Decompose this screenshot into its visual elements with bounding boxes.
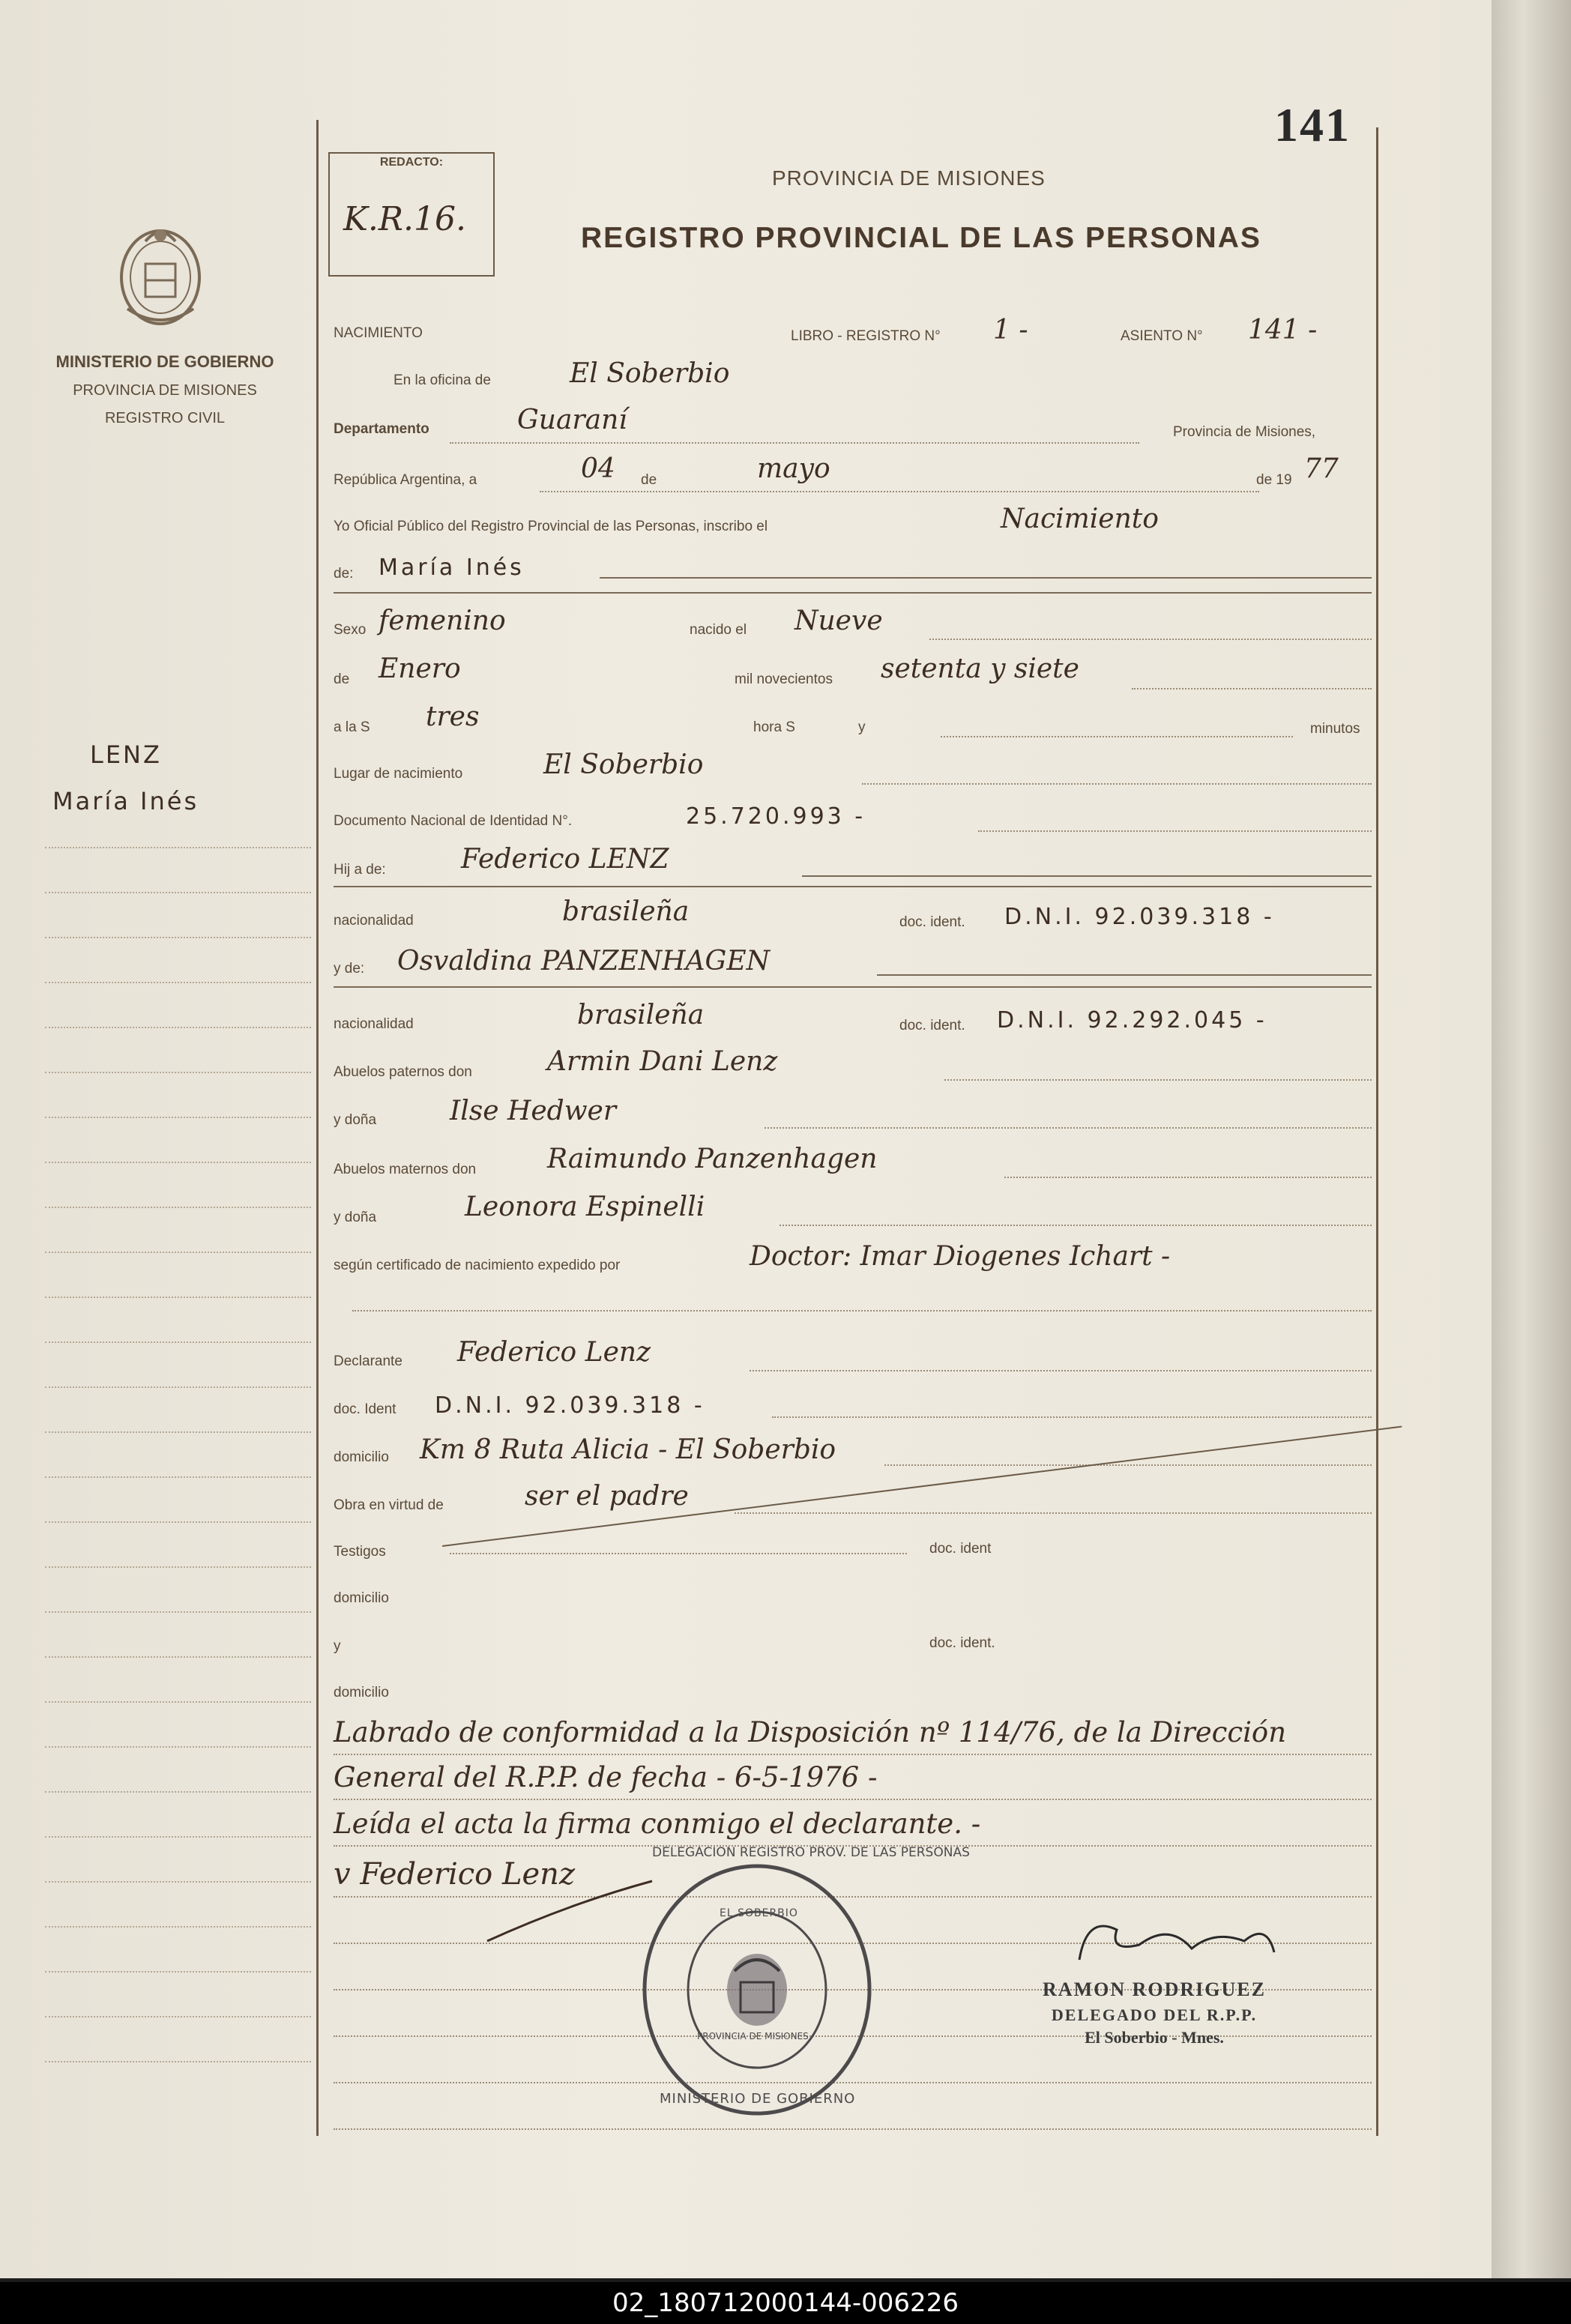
- domicilio-line: [884, 1464, 1372, 1466]
- dia-value: 04: [581, 453, 615, 484]
- abuelo-mat-line: [1004, 1177, 1372, 1178]
- sexo-value: femenino: [379, 606, 506, 636]
- nombre-line-2: [334, 592, 1372, 594]
- fecha-line: [540, 491, 1259, 492]
- sexo-label: Sexo: [334, 622, 367, 638]
- registry-heading: REGISTRO PROVINCIAL DE LAS PERSONAS: [581, 222, 1261, 254]
- abuelo-pat-line: [944, 1079, 1372, 1081]
- docident2-label: doc. ident.: [899, 1018, 965, 1033]
- province-heading: PROVINCIA DE MISIONES: [772, 166, 1046, 190]
- footer-bar: [0, 2282, 1571, 2324]
- departamento-value: Guaraní: [517, 405, 627, 435]
- horas-label: hora S: [753, 719, 795, 735]
- note-rule-1: [334, 1754, 1372, 1755]
- nac1-label: nacionalidad: [334, 913, 414, 929]
- seal-inner-text: EL SOBERBIO: [720, 1907, 798, 1919]
- note-line-2: General del R.P.P. de fecha - 6-5-1976 -: [334, 1761, 878, 1793]
- abuelo-mat-value: Raimundo Panzenhagen: [547, 1144, 878, 1174]
- provincial-crest-icon: [112, 219, 208, 330]
- certificado-line-2: [352, 1310, 1372, 1312]
- signature-flourish: [480, 1874, 660, 1949]
- oficina-label: En la oficina de: [393, 372, 491, 388]
- alas-label: a la S: [334, 719, 370, 735]
- dni-label: Documento Nacional de Identidad N°.: [334, 813, 573, 829]
- note-rule-9: [334, 2128, 1372, 2130]
- y2-label: y: [334, 1638, 341, 1654]
- nacido-value: Nueve: [794, 606, 883, 636]
- nac2-label: nacionalidad: [334, 1016, 414, 1032]
- nombre-line: [600, 577, 1372, 579]
- obra-value: ser el padre: [525, 1481, 689, 1512]
- madre-line: [877, 974, 1372, 976]
- left-rule: [316, 120, 319, 2136]
- anio-nac-line: [1132, 688, 1372, 689]
- certificado-value: Doctor: Imar Diogenes Ichart -: [750, 1241, 1171, 1272]
- nacido-line: [929, 639, 1372, 640]
- official-place: El Soberbio - Mnes.: [1085, 2028, 1224, 2047]
- dni-value: 25.720.993 -: [686, 803, 866, 830]
- dni-line: [978, 830, 1372, 832]
- obra-line: [735, 1512, 1372, 1514]
- declarante-line: [750, 1370, 1372, 1371]
- libro-label: LIBRO - REGISTRO N°: [791, 328, 941, 344]
- delegation-seal-icon: [637, 1859, 877, 2121]
- margin-given-name: María Inés: [52, 787, 199, 815]
- libro-value: 1 -: [993, 315, 1028, 345]
- margin-surname: LENZ: [90, 740, 162, 769]
- asiento-label: ASIENTO N°: [1121, 328, 1203, 344]
- ministry-province: PROVINCIA DE MISIONES: [73, 382, 257, 399]
- hora-value: tres: [426, 701, 480, 732]
- official-name: RAMON RODRIGUEZ: [1043, 1979, 1266, 2000]
- docident3-line: [772, 1416, 1372, 1418]
- nac1-value: brasileña: [562, 896, 690, 927]
- nombre-value: María Inés: [379, 555, 525, 581]
- right-rule: [1376, 127, 1378, 2136]
- minutos-label: minutos: [1310, 721, 1360, 737]
- anio-label: de 19: [1256, 472, 1292, 488]
- redacto-value: K.R.16.: [343, 200, 466, 238]
- de2-label: de: [334, 671, 350, 687]
- provincia-suffix: Provincia de Misiones,: [1173, 424, 1316, 440]
- abuela-pat-value: Ilse Hedwer: [450, 1096, 617, 1126]
- note-rule-2: [334, 1799, 1372, 1800]
- anio-value: 77: [1304, 453, 1339, 484]
- ydona2-label: y doña: [334, 1210, 377, 1225]
- abuelos-pat-label: Abuelos paternos don: [334, 1064, 472, 1080]
- ministry-civil-registry: REGISTRO CIVIL: [104, 410, 226, 426]
- mil-label: mil novecientos: [735, 671, 833, 687]
- abuelos-mat-label: Abuelos maternos don: [334, 1162, 477, 1177]
- declarante-value: Federico Lenz: [457, 1337, 651, 1368]
- ministry-block: [37, 352, 292, 427]
- testigos-label: Testigos: [334, 1544, 386, 1560]
- obra-label: Obra en virtud de: [334, 1497, 444, 1513]
- page-number: 141: [1274, 98, 1351, 151]
- redacto-label: REDACTO:: [379, 156, 444, 169]
- declarante-label: Declarante: [334, 1353, 402, 1369]
- departamento-label: Departamento: [334, 421, 429, 437]
- de-nombre-label: de:: [334, 566, 354, 582]
- docident3-label: doc. Ident: [334, 1401, 396, 1417]
- madre-value: Osvaldina PANZENHAGEN: [397, 946, 771, 977]
- yde-label: y de:: [334, 961, 365, 977]
- abuela-mat-line: [780, 1225, 1372, 1226]
- docident1-label: doc. ident.: [899, 914, 965, 930]
- padre-line: [802, 875, 1372, 877]
- note-line-3: Leída el acta la firma conmigo el declarante. -: [334, 1808, 981, 1840]
- seal-side-text: PROVINCIA DE MISIONES: [697, 2031, 809, 2041]
- lugar-value: El Soberbio: [543, 749, 704, 780]
- docident2-value: D.N.I. 92.292.045 -: [997, 1007, 1267, 1033]
- docident4-label: doc. ident: [929, 1541, 992, 1557]
- lugar-line: [862, 783, 1372, 785]
- mes-value: mayo: [757, 453, 830, 484]
- abuelo-pat-value: Armin Dani Lenz: [547, 1046, 778, 1077]
- lugar-label: Lugar de nacimiento: [334, 766, 463, 782]
- redacto-box: [328, 152, 495, 277]
- y-label: y: [858, 719, 866, 735]
- footer-code: 02_180712000144-006226: [612, 2288, 959, 2318]
- declarant-signature: v Federico Lenz: [334, 1857, 576, 1892]
- de-label: de: [641, 472, 657, 488]
- ministry-name: MINISTERIO DE GOBIERNO: [55, 352, 274, 371]
- oficina-value: El Soberbio: [570, 358, 730, 389]
- padre-line-2: [334, 886, 1372, 887]
- ydona1-label: y doña: [334, 1112, 377, 1128]
- book-page-edge: [1492, 0, 1571, 2278]
- certificado-label: según certificado de nacimiento expedido por: [334, 1258, 621, 1273]
- domicilio-label: domicilio: [334, 1449, 389, 1465]
- docident5-label: doc. ident.: [929, 1635, 995, 1651]
- oficial-value: Nacimiento: [1001, 504, 1159, 534]
- docident1-value: D.N.I. 92.039.318 -: [1004, 904, 1275, 930]
- domicilio3-label: domicilio: [334, 1685, 389, 1700]
- nac2-value: brasileña: [577, 1000, 705, 1030]
- abuela-pat-line: [765, 1127, 1372, 1129]
- asiento-value: 141 -: [1248, 315, 1318, 345]
- republica-label: República Argentina, a: [334, 472, 477, 488]
- domicilio-value: Km 8 Ruta Alicia - El Soberbio: [420, 1434, 836, 1465]
- official-stamp: [997, 1919, 1312, 2047]
- docident3-value: D.N.I. 92.039.318 -: [435, 1392, 705, 1419]
- oficial-label: Yo Oficial Público del Registro Provincial de las Personas, inscribo el: [334, 519, 768, 534]
- padre-value: Federico LENZ: [461, 844, 669, 875]
- domicilio2-label: domicilio: [334, 1590, 389, 1606]
- nacido-label: nacido el: [690, 622, 747, 638]
- official-title: DELEGADO DEL R.P.P.: [1051, 2005, 1258, 2024]
- seal-bottom-text: MINISTERIO DE GOBIERNO: [660, 2091, 856, 2107]
- testigos-line: [450, 1553, 907, 1554]
- hijo-label: Hij a de:: [334, 862, 386, 878]
- mes-nac-value: Enero: [379, 654, 461, 684]
- madre-line-2: [334, 986, 1372, 988]
- seal-outer-text-visible: DELEGACION REGISTRO PROV. DE LAS PERSONAS: [652, 1845, 970, 1860]
- anio-nac-value: setenta y siete: [881, 654, 1079, 684]
- minutos-line: [941, 736, 1293, 737]
- nacimiento-label: NACIMIENTO: [334, 325, 423, 341]
- departamento-line: [450, 442, 1139, 444]
- abuela-mat-value: Leonora Espinelli: [465, 1192, 705, 1222]
- note-line-1: Labrado de conformidad a la Disposición nº 114/76, de la Dirección: [334, 1716, 1287, 1748]
